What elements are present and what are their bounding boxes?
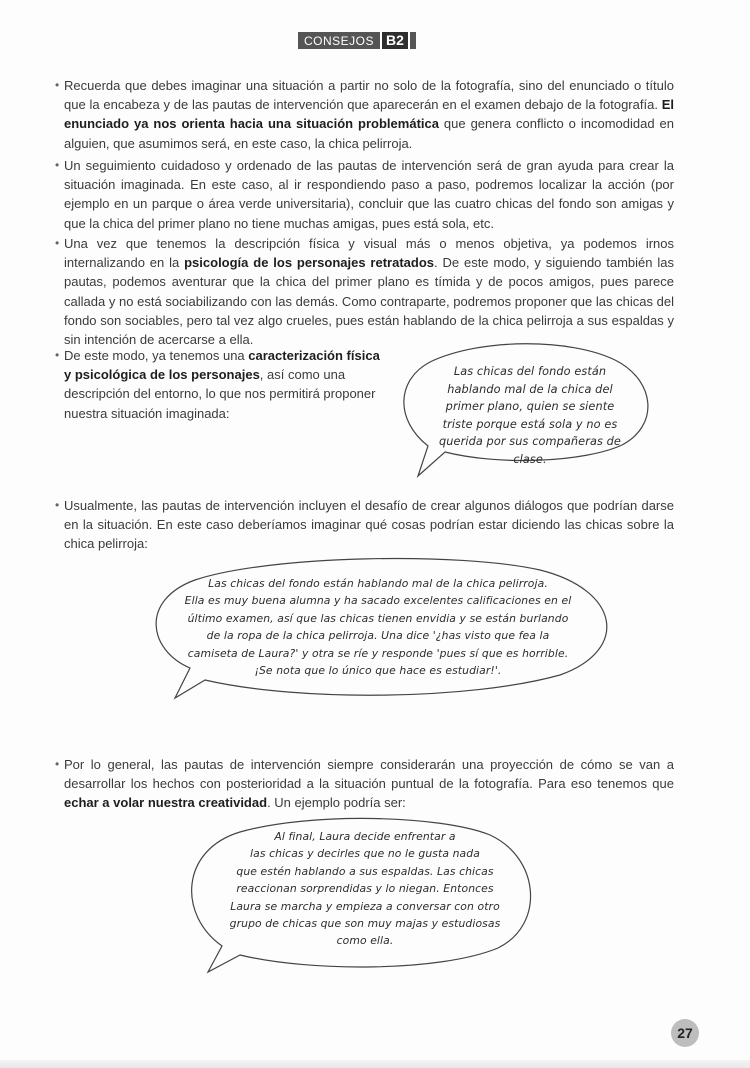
speech-bubble-1-text: Las chicas del fondo están hablando mal de la chica del primer plano, quien se siente triste porque está sola y no es querida por sus compañeras de clase.	[439, 365, 621, 466]
bullet-icon: •	[55, 498, 60, 512]
tip-paragraph-6: • Por lo general, las pautas de intervención siempre considerarán una proyección de cómo se van a desarrollar los hechos con posterioridad a la situación puntual de la fotografía. Para eso tenemos que echar a volar nuestra creatividad. Un ejemplo podría ser:	[55, 757, 674, 811]
section-header-tag	[298, 32, 416, 49]
level-badge: B2	[382, 32, 408, 49]
tip-paragraph-4: • De este modo, ya tenemos una caracterización física y psicológica de los personajes, así como una descripción del entorno, lo que nos permitirá proponer nuestra situación imaginada:	[55, 348, 380, 421]
tip-paragraph-5: • Usualmente, las pautas de intervención incluyen el desafío de crear algunos diálogos que podrían darse en la situación. En este caso deberíamos imaginar qué cosas podrían estar diciendo las chicas sobre la chica pelirroja:	[55, 498, 674, 552]
bullet-icon: •	[55, 348, 60, 362]
emphasis: caracterización física y psicológica de los personajes	[64, 348, 380, 383]
emphasis: El enunciado ya nos orienta hacia una situación problemática	[64, 97, 674, 132]
page-bottom-edge	[0, 1060, 750, 1068]
bullet-icon: •	[55, 757, 60, 771]
tip-paragraph-2: • Un seguimiento cuidadoso y ordenado de las pautas de intervención será de gran ayuda para crear la situación imaginada. En este caso, al ir respondiendo paso a paso, podremos localizar la acción (por ejemplo en un parque o área verde universitaria), concluir que las cuatro chicas del fondo son amigas y que la chica del primer plano no tiene muchas amigas, pues está sola, etc.	[55, 158, 674, 231]
emphasis: psicología de los personajes retratados	[184, 255, 435, 271]
speech-bubble-2-text: Las chicas del fondo están hablando mal de la chica pelirroja. Ella es muy buena alumna y ha sacado excelentes calificaciones en el último examen, así que las chicas tienen envidia y se están burlando de la ropa de la chica pelirroja. Una dice '¿has visto que fea la camiseta de Laura?' y otra se ríe y responde 'pues sí que es horrible. ¡Se nota que lo único que hace es estudiar!'.	[184, 577, 572, 678]
page-number-badge: 27	[671, 1019, 699, 1047]
bullet-icon: •	[55, 78, 60, 92]
tip-paragraph-1: • Recuerda que debes imaginar una situación a partir no solo de la fotografía, sino del enunciado o título que la encabeza y de las pautas de intervención que aparecerán en el examen debajo de la fotografía. El enunciado ya nos orienta hacia una situación problemática que genera conflicto o incomodidad en alguien, que asumimos será, en este caso, la chica pelirroja.	[55, 78, 674, 151]
header-bar	[410, 32, 416, 49]
speech-bubble-3-text: Al final, Laura decide enfrentar a las chicas y decirles que no le gusta nada que estén hablando a sus espaldas. Las chicas reaccionan sorprendidas y lo niegan. Entonces Laura se marcha y empieza a conversar con otro grupo de chicas que son muy majas y estudiosas como ella.	[229, 830, 501, 948]
emphasis: echar a volar nuestra creatividad	[64, 795, 268, 811]
bullet-icon: •	[55, 158, 60, 172]
tip-paragraph-3: • Una vez que tenemos la descripción física y visual más o menos objetiva, ya podemos irnos internalizando en la psicología de los personajes retratados. De este modo, y siguiendo también las pautas, podemos aventurar que la chica del primer plano es tímida y de pocos amigos, pues parece callada y no está sociabilizando con las demás. Como contraparte, podremos proponer que las chicas del fondo son sociables, pero tal vez algo crueles, pues están hablando de la chica pelirroja a sus espaldas y sin intención de acercarse a ella.	[55, 236, 674, 348]
section-label: CONSEJOS	[298, 32, 380, 49]
bullet-icon: •	[55, 236, 60, 250]
